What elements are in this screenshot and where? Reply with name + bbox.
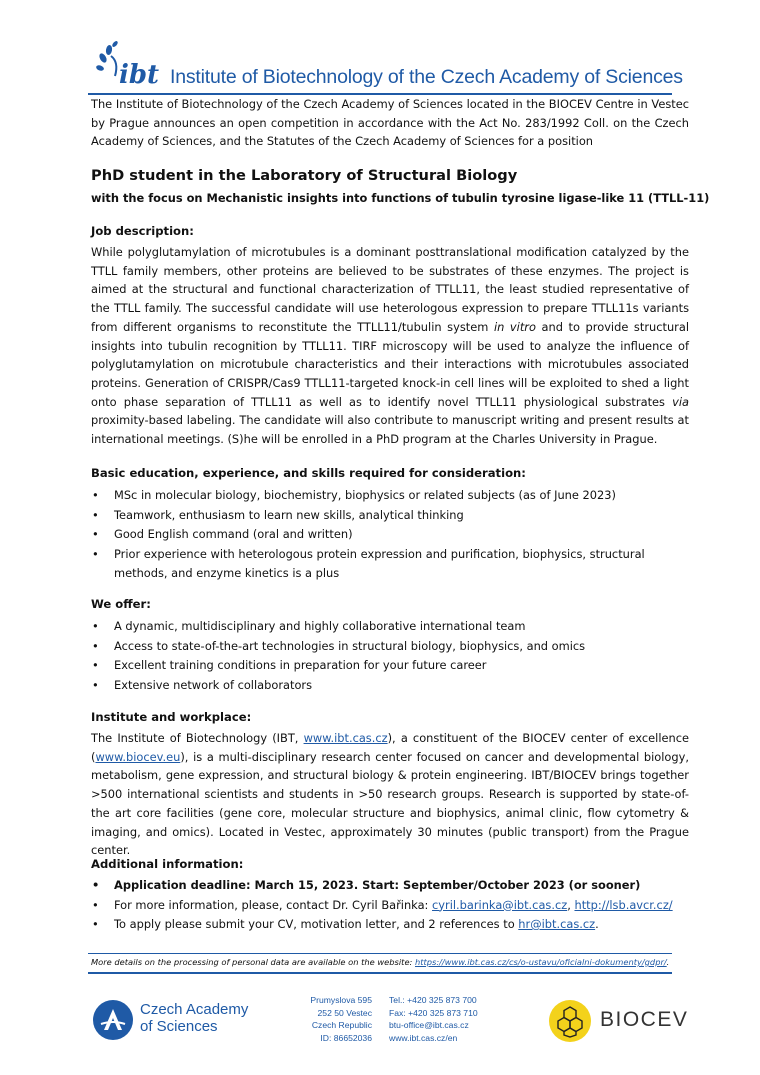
offer-heading: We offer: — [91, 597, 151, 611]
institute-text: The Institute of Biotechnology (IBT, www.ibt.cas.cz), a constituent of the BIOCEV center of excellence (www.biocev.eu), is a multi-disciplinary research center focused on cancer and developmental biology, metabolism, gene expression, and structural biology & protein engineering. IBT/BIOCEV brings together >500 international scientists and students in >50 research groups. Research is supported by state-of-the art core facilities (gene core, molecular structure and biophysics, animal clinic, flow cytometry & imaging, and omics). Located in Vestec, approximately 30 minutes (public transport) from the Prague center. — [91, 731, 689, 858]
address-line: Prumyslova 595 — [310, 995, 372, 1005]
job-text-italic: in vitro — [493, 319, 536, 334]
list-item: • For more information, please, contact Dr. Cyril Bařinka: cyril.barinka@ibt.cas.cz, http://lsb.avcr.cz/ — [92, 897, 673, 912]
job-text-italic: via — [672, 394, 689, 409]
biocev-website-link[interactable]: www.biocev.eu — [95, 749, 181, 764]
contact-line: btu-office@ibt.cas.cz — [389, 1020, 469, 1030]
list-item: • A dynamic, multidisciplinary and highly collaborative international team — [92, 619, 526, 633]
list-item: • MSc in molecular biology, biochemistry, biophysics or related subjects (as of June 2023) — [92, 488, 616, 502]
ibt-logo-text: ibt — [119, 60, 160, 90]
job-text-part: proximity-based labeling. The candidate will also contribute to manuscript writing and present results at international meetings. (S)he will be enrolled in a PhD program at the Charles University in Prague. — [91, 413, 689, 447]
address-line: ID: 86652036 — [320, 1032, 372, 1043]
job-text-part: While polyglutamylation of microtubules is a dominant posttranslational modification catalyzed by the TTLL family members, other proteins are believed to be substrates of these enzymes. The project is aimed at the structural and functional characterization of TTLL11, the least studied representative of the TTLL family. The successful candidate will use heterologous expression to prepare TTLL11s variants from different organisms to reconstitute the TTLL11/tubulin system — [91, 245, 689, 334]
footer-divider — [88, 972, 672, 974]
address-block — [300, 994, 372, 1044]
skills-list — [91, 486, 691, 584]
offer-list — [91, 617, 691, 695]
job-text-part: and to provide structural insights into tubulin recognition by TTLL11. TIRF microscopy will be used to analyze the influence of polyglutamylation on microtubule characteristics and their interactions with microtubules associated proteins. Generation of CRISPR/Cas9 TTLL11-targeted knock-in cell lines will be exploited to shed a light onto phase separation of TTLL11 as well as to identify novel TTLL11 physiological substrates — [91, 319, 690, 409]
gdpr-link[interactable]: https://www.ibt.cas.cz/cs/o-ustavu/oficialni-dokumenty/gdpr/ — [414, 957, 667, 967]
additional-info-heading: Additional information: — [91, 857, 244, 871]
contact-line: Tel.: +420 325 873 700 — [389, 995, 477, 1005]
additional-info-list — [91, 876, 691, 935]
list-item: • Teamwork, enthusiasm to learn new skills, analytical thinking — [92, 507, 464, 522]
position-subtitle: with the focus on Mechanistic insights into functions of tubulin tyrosine ligase-like 11 (TTLL-11) — [91, 191, 710, 205]
list-item: • Good English command (oral and written) — [92, 527, 353, 541]
biocev-name: BIOCEV — [600, 1008, 689, 1031]
biocev-logo-icon — [548, 999, 592, 1043]
application-deadline: Application deadline: March 15, 2023. Start: September/October 2023 (or sooner) — [114, 878, 641, 892]
footnote-divider — [88, 953, 672, 954]
contact-line: Fax: +420 325 873 710 — [389, 1007, 478, 1018]
intro-paragraph: The Institute of Biotechnology of the Czech Academy of Sciences located in the BIOCEV Centre in Vestec by Prague announces an open competition in accordance with the Act No. 283/1992 Coll. on the Czech Academy of Sciences, and the Statutes of the Czech Academy of Sciences for a position — [91, 97, 689, 149]
cas-name-line: of Sciences — [140, 1017, 218, 1035]
cas-name-line: Czech Academy — [140, 1001, 249, 1018]
institute-heading: Institute and workplace: — [91, 710, 252, 724]
hr-email-link[interactable]: hr@ibt.cas.cz — [518, 917, 596, 931]
list-item: • To apply please submit your CV, motivation letter, and 2 references to hr@ibt.cas.cz. — [92, 917, 599, 931]
list-item: • Excellent training conditions in preparation for your future career — [92, 658, 487, 672]
list-item: • Extensive network of collaborators — [92, 677, 313, 692]
ibt-logo — [93, 38, 165, 90]
cas-name — [140, 1002, 248, 1035]
lab-website-link[interactable]: http://lsb.avcr.cz/ — [574, 897, 673, 912]
contact-line: www.ibt.cas.cz/en — [389, 1032, 458, 1043]
job-description-heading: Job description: — [91, 224, 194, 238]
position-title: PhD student in the Laboratory of Structural Biology — [91, 167, 518, 184]
job-description-text — [91, 243, 689, 449]
contact-block — [389, 994, 478, 1044]
institute-title: Institute of Biotechnology of the Czech Academy of Sciences — [170, 66, 683, 88]
address-line: 252 50 Vestec — [317, 1007, 372, 1018]
skills-heading: Basic education, experience, and skills required for consideration: — [91, 466, 526, 480]
gdpr-footnote: More details on the processing of personal data are available on the website: https://www.ibt.cas.cz/cs/o-ustavu/oficialni-dokumenty/gdpr/. — [91, 957, 670, 967]
list-item: • Prior experience with heterologous protein expression and purification, biophysics, structural methods, and enzyme kinetics is a plus — [92, 546, 645, 580]
list-item: • Application deadline: March 15, 2023. Start: September/October 2023 (or sooner) — [92, 878, 641, 892]
cas-logo-icon — [93, 1000, 133, 1040]
list-item: • Access to state-of-the-art technologies in structural biology, biophysics, and omics — [92, 638, 586, 653]
ibt-website-link[interactable]: www.ibt.cas.cz — [303, 731, 388, 745]
contact-email-link[interactable]: cyril.barinka@ibt.cas.cz — [432, 897, 568, 912]
address-line: Czech Republic — [311, 1020, 372, 1030]
